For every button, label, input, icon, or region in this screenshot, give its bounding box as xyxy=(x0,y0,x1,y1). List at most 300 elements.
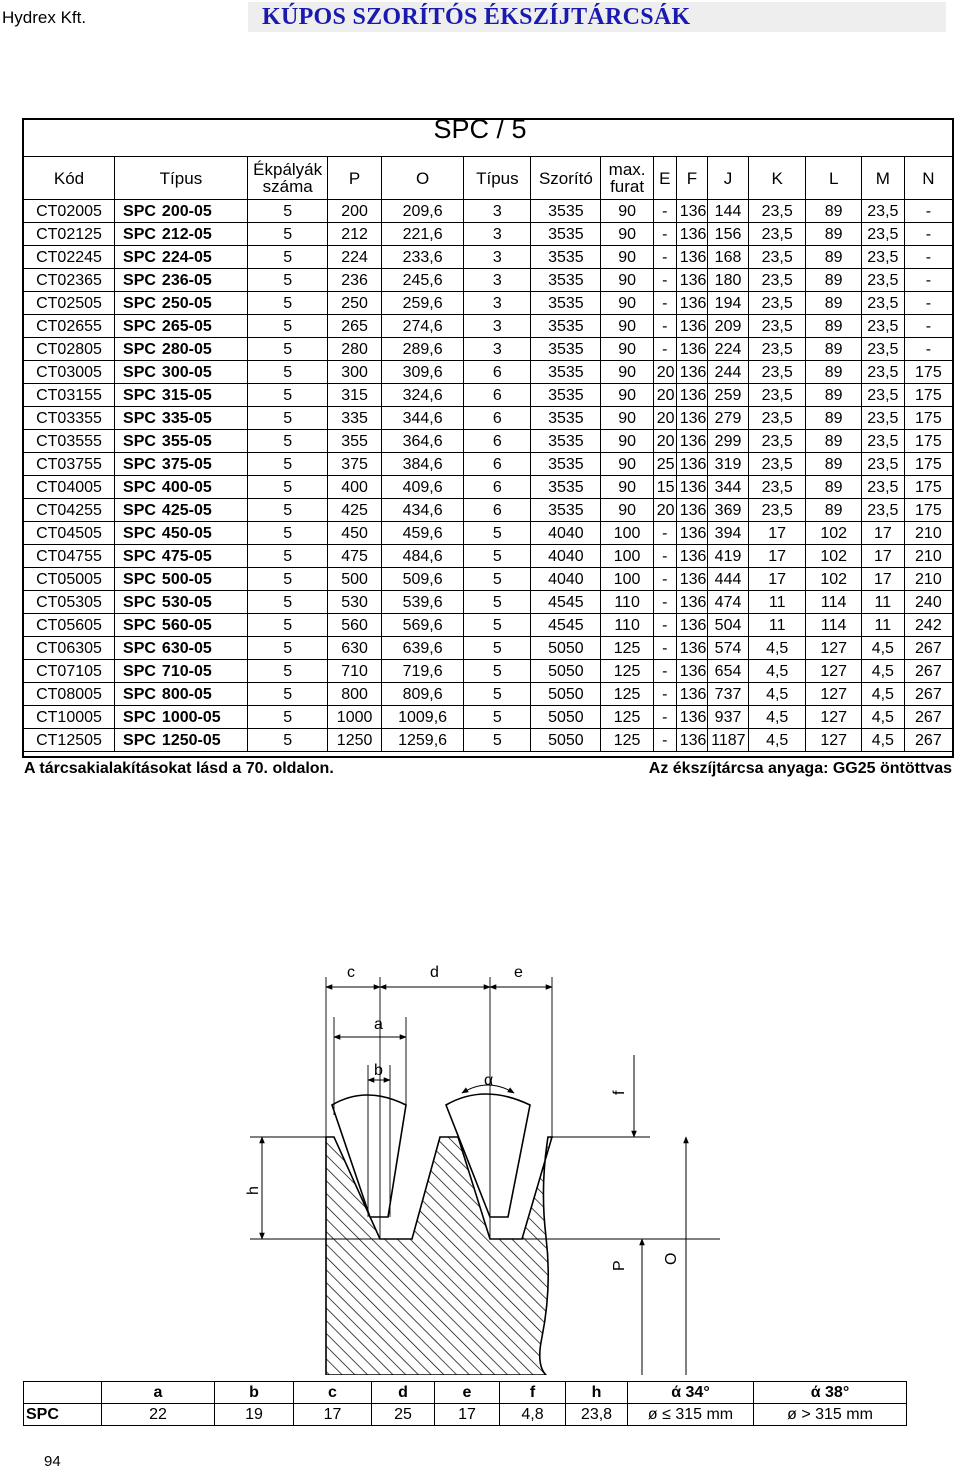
table-cell: 23,5 xyxy=(748,476,806,499)
table-cell: 444 xyxy=(708,568,749,591)
table-cell: 5 xyxy=(247,706,328,729)
table-row xyxy=(24,568,953,591)
table-cell: 17 xyxy=(748,522,806,545)
table-cell: 136 xyxy=(676,269,707,292)
company-name: Hydrex Kft. xyxy=(2,8,87,27)
type-cell: SPC 280-05 xyxy=(115,338,248,361)
table-row xyxy=(24,660,953,683)
table-cell: CT02365 xyxy=(24,269,115,292)
table-cell: 5 xyxy=(247,246,328,269)
table-cell: 5 xyxy=(247,614,328,637)
table-cell: 90 xyxy=(601,200,653,223)
table-cell: 136 xyxy=(676,361,707,384)
table-cell: 267 xyxy=(904,637,952,660)
table-cell: CT02505 xyxy=(24,292,115,315)
dim-header-cell: ά 38° xyxy=(754,1382,907,1404)
table-cell: 15 xyxy=(653,476,676,499)
table-cell: 20 xyxy=(653,361,676,384)
table-cell: 125 xyxy=(601,683,653,706)
table-cell: 4,5 xyxy=(748,637,806,660)
table-cell: 5 xyxy=(247,430,328,453)
table-cell: 4040 xyxy=(531,568,601,591)
table-cell: 5 xyxy=(247,568,328,591)
table-cell: 90 xyxy=(601,292,653,315)
table-cell: CT05005 xyxy=(24,568,115,591)
label-e: e xyxy=(514,964,523,981)
table-cell: 400 xyxy=(328,476,381,499)
table-cell: - xyxy=(653,683,676,706)
table-cell: 5050 xyxy=(531,729,601,752)
table-row xyxy=(24,338,953,361)
table-cell: 136 xyxy=(676,384,707,407)
table-cell: 136 xyxy=(676,407,707,430)
table-cell: 25 xyxy=(653,453,676,476)
table-cell: 6 xyxy=(464,430,531,453)
table-cell: 504 xyxy=(708,614,749,637)
table-cell: CT05305 xyxy=(24,591,115,614)
table-cell: 289,6 xyxy=(381,338,464,361)
table-cell: 737 xyxy=(708,683,749,706)
column-header: P xyxy=(328,157,381,200)
table-cell: 136 xyxy=(676,292,707,315)
type-cell: SPC 236-05 xyxy=(115,269,248,292)
groove-diagram xyxy=(240,955,720,1375)
table-row xyxy=(24,430,953,453)
table-cell: 89 xyxy=(806,200,861,223)
table-cell: 23,5 xyxy=(861,223,904,246)
dim-value-cell: 4,8 xyxy=(500,1404,566,1426)
table-cell: 102 xyxy=(806,522,861,545)
table-row xyxy=(24,476,953,499)
table-cell: 5 xyxy=(464,683,531,706)
table-cell: 5 xyxy=(247,545,328,568)
type-cell: SPC 710-05 xyxy=(115,660,248,683)
table-cell: 574 xyxy=(708,637,749,660)
table-cell: 5 xyxy=(464,660,531,683)
table-cell: 23,5 xyxy=(861,453,904,476)
table-cell: 23,5 xyxy=(748,223,806,246)
label-b: b xyxy=(374,1062,383,1079)
table-cell: 3535 xyxy=(531,269,601,292)
table-cell: 5 xyxy=(247,292,328,315)
table-cell: 127 xyxy=(806,660,861,683)
column-header: Szorító xyxy=(531,157,601,200)
table-cell: 136 xyxy=(676,476,707,499)
type-cell: SPC 265-05 xyxy=(115,315,248,338)
table-cell: 265 xyxy=(328,315,381,338)
table-cell: CT02245 xyxy=(24,246,115,269)
table-cell: 5 xyxy=(247,522,328,545)
table-cell: 5 xyxy=(247,223,328,246)
groove-dimension-table xyxy=(23,1381,907,1426)
table-cell: - xyxy=(653,706,676,729)
table-cell: 90 xyxy=(601,361,653,384)
table-cell: 90 xyxy=(601,269,653,292)
dim-value-cell: ø ≤ 315 mm xyxy=(628,1404,754,1426)
table-cell: 3 xyxy=(464,269,531,292)
table-cell: 17 xyxy=(748,545,806,568)
table-cell: 180 xyxy=(708,269,749,292)
type-cell: SPC 200-05 xyxy=(115,200,248,223)
table-cell: 3 xyxy=(464,246,531,269)
dim-value-cell: 19 xyxy=(215,1404,294,1426)
note-right: Az ékszíjtárcsa anyaga: GG25 öntöttvas xyxy=(648,760,952,777)
table-cell: 3535 xyxy=(531,453,601,476)
table-cell: 5 xyxy=(247,269,328,292)
table-cell: - xyxy=(653,246,676,269)
table-cell: 5050 xyxy=(531,683,601,706)
dim-header-cell: b xyxy=(215,1382,294,1404)
table-cell: 5 xyxy=(247,683,328,706)
table-cell: 539,6 xyxy=(381,591,464,614)
table-cell: 136 xyxy=(676,568,707,591)
table-cell: 809,6 xyxy=(381,683,464,706)
type-cell: SPC 315-05 xyxy=(115,384,248,407)
table-cell: 23,5 xyxy=(861,338,904,361)
table-cell: 89 xyxy=(806,430,861,453)
table-cell: 474 xyxy=(708,591,749,614)
table-cell: 23,5 xyxy=(861,476,904,499)
table-cell: 3 xyxy=(464,315,531,338)
table-cell: 23,5 xyxy=(861,499,904,522)
type-cell: SPC 475-05 xyxy=(115,545,248,568)
table-cell: 434,6 xyxy=(381,499,464,522)
table-cell: - xyxy=(653,522,676,545)
table-cell: 3535 xyxy=(531,246,601,269)
table-cell: 450 xyxy=(328,522,381,545)
table-title: SPC / 5 xyxy=(433,114,527,144)
table-cell: 639,6 xyxy=(381,637,464,660)
dim-header-cell: c xyxy=(294,1382,372,1404)
table-cell: CT03005 xyxy=(24,361,115,384)
table-cell: 209,6 xyxy=(381,200,464,223)
table-cell: 194 xyxy=(708,292,749,315)
table-cell: 509,6 xyxy=(381,568,464,591)
label-P: P xyxy=(611,1260,628,1271)
dim-header-cell: a xyxy=(102,1382,215,1404)
table-cell: 5 xyxy=(247,315,328,338)
table-cell: 23,5 xyxy=(861,430,904,453)
table-cell: 90 xyxy=(601,476,653,499)
table-cell: 175 xyxy=(904,453,952,476)
table-cell: 23,5 xyxy=(748,384,806,407)
table-cell: 4,5 xyxy=(748,706,806,729)
table-cell: 267 xyxy=(904,683,952,706)
table-cell: 5 xyxy=(464,637,531,660)
table-cell: 937 xyxy=(708,706,749,729)
table-cell: 280 xyxy=(328,338,381,361)
table-cell: 136 xyxy=(676,591,707,614)
table-cell: CT03355 xyxy=(24,407,115,430)
table-cell: 17 xyxy=(748,568,806,591)
table-cell: 300 xyxy=(328,361,381,384)
table-cell: 100 xyxy=(601,545,653,568)
dim-value-cell: 25 xyxy=(372,1404,435,1426)
table-cell: 5 xyxy=(247,591,328,614)
table-cell: 6 xyxy=(464,384,531,407)
table-cell: 20 xyxy=(653,407,676,430)
table-cell: CT07105 xyxy=(24,660,115,683)
table-cell: 175 xyxy=(904,476,952,499)
dim-value-cell: 17 xyxy=(294,1404,372,1426)
table-cell: 136 xyxy=(676,223,707,246)
table-cell: 89 xyxy=(806,453,861,476)
dim-header-cell: e xyxy=(435,1382,500,1404)
table-cell: - xyxy=(653,614,676,637)
table-cell: 5 xyxy=(247,407,328,430)
table-cell: 4040 xyxy=(531,522,601,545)
table-cell: - xyxy=(904,292,952,315)
table-cell: 3535 xyxy=(531,499,601,522)
table-cell: 5 xyxy=(247,729,328,752)
table-cell: 315 xyxy=(328,384,381,407)
table-cell: 274,6 xyxy=(381,315,464,338)
table-cell: 127 xyxy=(806,637,861,660)
dim-header-cell: d xyxy=(372,1382,435,1404)
table-cell: 23,5 xyxy=(861,407,904,430)
table-row xyxy=(24,591,953,614)
table-cell: 5 xyxy=(247,384,328,407)
table-cell: 569,6 xyxy=(381,614,464,637)
table-cell: 23,5 xyxy=(861,269,904,292)
table-row xyxy=(24,637,953,660)
table-cell: 127 xyxy=(806,683,861,706)
table-cell: 5 xyxy=(247,200,328,223)
table-cell: 5 xyxy=(247,499,328,522)
table-cell: CT04255 xyxy=(24,499,115,522)
column-header: M xyxy=(861,157,904,200)
table-cell: 710 xyxy=(328,660,381,683)
column-header: E xyxy=(653,157,676,200)
table-cell: 136 xyxy=(676,453,707,476)
table-cell: 100 xyxy=(601,568,653,591)
table-row xyxy=(24,499,953,522)
table-cell: 355 xyxy=(328,430,381,453)
dim-value-cell: 23,8 xyxy=(566,1404,628,1426)
table-cell: 5 xyxy=(247,476,328,499)
table-cell: 560 xyxy=(328,614,381,637)
table-cell: - xyxy=(904,200,952,223)
table-cell: 114 xyxy=(806,614,861,637)
table-cell: 210 xyxy=(904,522,952,545)
table-cell: 23,5 xyxy=(748,200,806,223)
table-cell: 4,5 xyxy=(748,660,806,683)
table-cell: CT05605 xyxy=(24,614,115,637)
table-cell: 20 xyxy=(653,384,676,407)
table-cell: 250 xyxy=(328,292,381,315)
table-cell: 259 xyxy=(708,384,749,407)
table-cell: 1009,6 xyxy=(381,706,464,729)
table-cell: 125 xyxy=(601,637,653,660)
table-cell: 89 xyxy=(806,476,861,499)
table-cell: 719,6 xyxy=(381,660,464,683)
table-cell: 1187 xyxy=(708,729,749,752)
table-cell: 5 xyxy=(247,637,328,660)
type-cell: SPC 630-05 xyxy=(115,637,248,660)
table-cell: 5 xyxy=(464,729,531,752)
table-cell: 5050 xyxy=(531,637,601,660)
table-cell: 369 xyxy=(708,499,749,522)
dim-value-cell: SPC xyxy=(24,1404,102,1426)
column-header: N xyxy=(904,157,952,200)
table-cell: 5 xyxy=(247,453,328,476)
column-header: O xyxy=(381,157,464,200)
table-cell: CT04505 xyxy=(24,522,115,545)
table-cell: 136 xyxy=(676,430,707,453)
table-cell: 89 xyxy=(806,269,861,292)
label-h: h xyxy=(245,1186,262,1195)
table-cell: 17 xyxy=(861,568,904,591)
table-cell: 1259,6 xyxy=(381,729,464,752)
table-cell: 89 xyxy=(806,315,861,338)
type-cell: SPC 400-05 xyxy=(115,476,248,499)
table-cell: 90 xyxy=(601,453,653,476)
table-cell: 6 xyxy=(464,476,531,499)
table-cell: 344 xyxy=(708,476,749,499)
table-cell: 90 xyxy=(601,338,653,361)
table-cell: 4040 xyxy=(531,545,601,568)
table-cell: 484,6 xyxy=(381,545,464,568)
table-cell: 136 xyxy=(676,315,707,338)
label-O: O xyxy=(663,1252,680,1265)
table-header-row xyxy=(24,157,953,200)
table-row xyxy=(24,246,953,269)
table-cell: 125 xyxy=(601,729,653,752)
table-cell: 20 xyxy=(653,499,676,522)
table-cell: 4545 xyxy=(531,614,601,637)
label-c: c xyxy=(347,964,355,981)
table-cell: CT10005 xyxy=(24,706,115,729)
table-cell: 384,6 xyxy=(381,453,464,476)
table-cell: CT02655 xyxy=(24,315,115,338)
table-cell: 409,6 xyxy=(381,476,464,499)
table-cell: 136 xyxy=(676,246,707,269)
page-title: KÚPOS SZORÍTÓS ÉKSZÍJTÁRCSÁK xyxy=(262,4,691,30)
table-cell: 136 xyxy=(676,637,707,660)
table-cell: 5 xyxy=(247,361,328,384)
table-cell: - xyxy=(653,269,676,292)
table-cell: - xyxy=(653,292,676,315)
table-cell: 23,5 xyxy=(748,499,806,522)
table-cell: 3 xyxy=(464,338,531,361)
table-cell: 23,5 xyxy=(861,292,904,315)
table-cell: 233,6 xyxy=(381,246,464,269)
table-cell: 175 xyxy=(904,407,952,430)
table-cell: 17 xyxy=(861,545,904,568)
table-cell: CT04005 xyxy=(24,476,115,499)
table-cell: 6 xyxy=(464,453,531,476)
table-cell: 221,6 xyxy=(381,223,464,246)
table-cell: CT12505 xyxy=(24,729,115,752)
column-header: Kód xyxy=(24,157,115,200)
table-cell: 200 xyxy=(328,200,381,223)
dim-header-row xyxy=(24,1382,907,1404)
dim-value-row xyxy=(24,1404,907,1426)
table-cell: 125 xyxy=(601,706,653,729)
table-cell: 3 xyxy=(464,292,531,315)
table-cell: 90 xyxy=(601,223,653,246)
table-cell: 136 xyxy=(676,499,707,522)
table-cell: 319 xyxy=(708,453,749,476)
table-cell: 20 xyxy=(653,430,676,453)
table-cell: 210 xyxy=(904,545,952,568)
table-cell: 23,5 xyxy=(748,407,806,430)
column-header: J xyxy=(708,157,749,200)
table-cell: 90 xyxy=(601,315,653,338)
table-cell: 6 xyxy=(464,499,531,522)
table-cell: 110 xyxy=(601,591,653,614)
dim-header-cell: ά 34° xyxy=(628,1382,754,1404)
type-cell: SPC 300-05 xyxy=(115,361,248,384)
type-cell: SPC 224-05 xyxy=(115,246,248,269)
table-cell: 23,5 xyxy=(861,200,904,223)
table-cell: 210 xyxy=(904,568,952,591)
label-d: d xyxy=(430,964,439,981)
table-cell: 125 xyxy=(601,660,653,683)
table-cell: - xyxy=(904,246,952,269)
type-cell: SPC 212-05 xyxy=(115,223,248,246)
table-cell: 375 xyxy=(328,453,381,476)
table-cell: 800 xyxy=(328,683,381,706)
type-cell: SPC 500-05 xyxy=(115,568,248,591)
type-cell: SPC 450-05 xyxy=(115,522,248,545)
table-cell: 136 xyxy=(676,706,707,729)
table-cell: 530 xyxy=(328,591,381,614)
table-cell: 89 xyxy=(806,223,861,246)
table-cell: 90 xyxy=(601,499,653,522)
table-row xyxy=(24,200,953,223)
page-number: 94 xyxy=(44,1453,61,1470)
type-cell: SPC 375-05 xyxy=(115,453,248,476)
table-cell: 630 xyxy=(328,637,381,660)
table-cell: 5 xyxy=(464,568,531,591)
table-cell: - xyxy=(653,315,676,338)
table-cell: 175 xyxy=(904,499,952,522)
table-cell: - xyxy=(904,269,952,292)
table-cell: 17 xyxy=(861,522,904,545)
table-row xyxy=(24,729,953,752)
table-cell: 89 xyxy=(806,338,861,361)
table-cell: 259,6 xyxy=(381,292,464,315)
note-left: A tárcsakialakításokat lásd a 70. oldalon. xyxy=(24,760,334,777)
table-cell: CT02805 xyxy=(24,338,115,361)
table-cell: 4,5 xyxy=(861,683,904,706)
table-cell: 90 xyxy=(601,430,653,453)
table-cell: 90 xyxy=(601,246,653,269)
table-cell: 11 xyxy=(861,591,904,614)
table-cell: 3535 xyxy=(531,361,601,384)
table-cell: 3535 xyxy=(531,476,601,499)
table-cell: CT03555 xyxy=(24,430,115,453)
table-cell: 110 xyxy=(601,614,653,637)
type-cell: SPC 335-05 xyxy=(115,407,248,430)
table-cell: 6 xyxy=(464,407,531,430)
table-cell: 5 xyxy=(247,338,328,361)
table-cell: 144 xyxy=(708,200,749,223)
table-cell: 459,6 xyxy=(381,522,464,545)
table-cell: 4545 xyxy=(531,591,601,614)
table-cell: 245,6 xyxy=(381,269,464,292)
table-cell: 23,5 xyxy=(748,292,806,315)
type-cell: SPC 530-05 xyxy=(115,591,248,614)
dim-header-cell xyxy=(24,1382,102,1404)
table-row xyxy=(24,522,953,545)
table-cell: 89 xyxy=(806,246,861,269)
column-header: max. furat xyxy=(601,157,653,200)
dim-value-cell: 17 xyxy=(435,1404,500,1426)
table-cell: 1250 xyxy=(328,729,381,752)
table-cell: 3535 xyxy=(531,338,601,361)
